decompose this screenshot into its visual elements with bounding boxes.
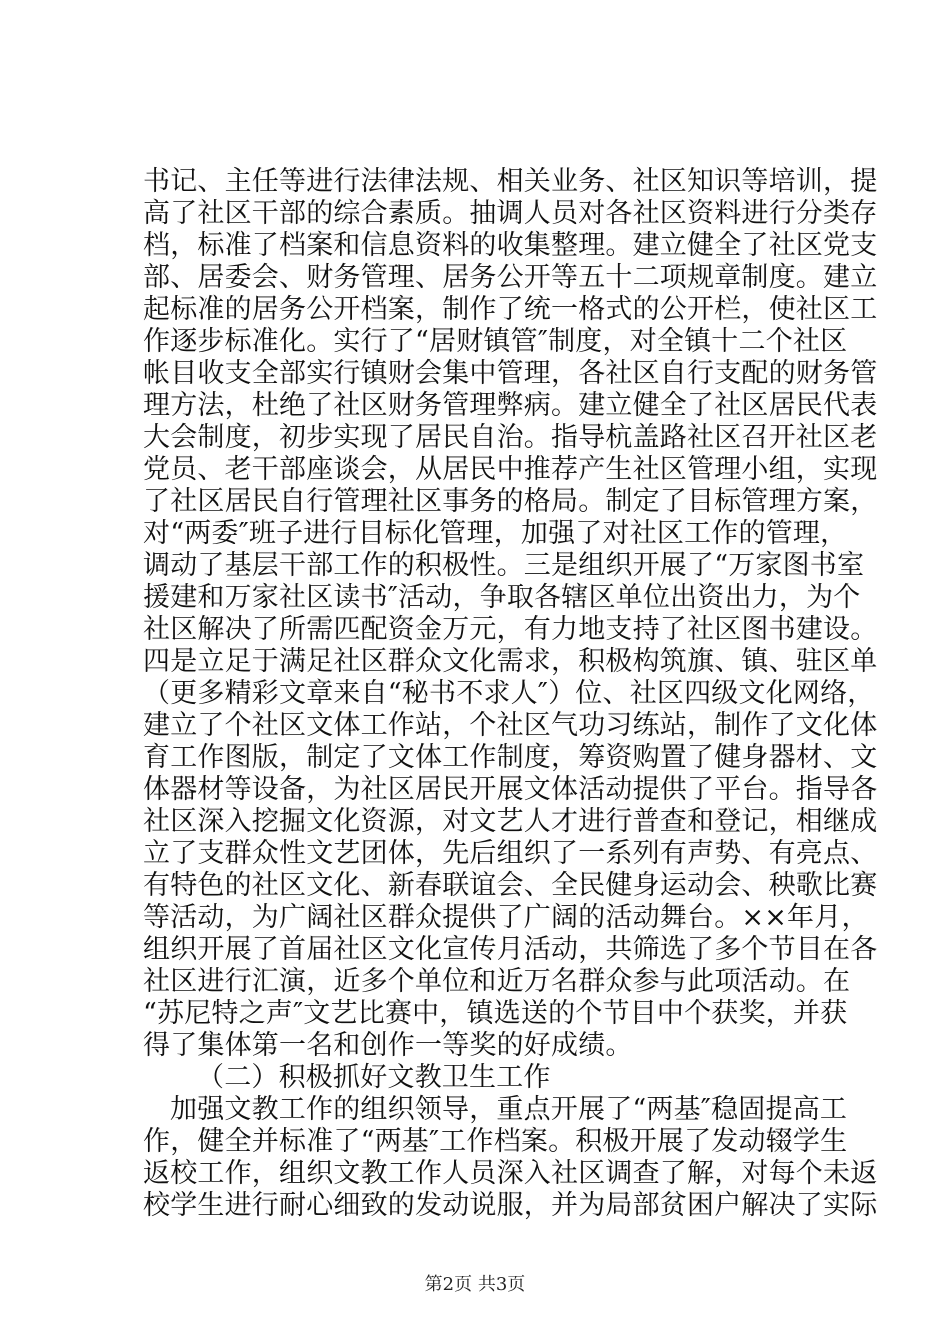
text-line: 校学生进行耐心细致的发动说服，并为局部贫困户解决了实际 (143, 1190, 878, 1221)
text-line: 对“两委″班子进行目标化管理，加强了对社区工作的管理， (143, 518, 848, 549)
text-line: 社区解决了所需匹配资金万元，有力地支持了社区图书建设。 (143, 614, 878, 645)
text-line: 四是立足于满足社区群众文化需求，积极构筑旗、镇、驻区单 (143, 646, 878, 677)
text-line: 党员、老干部座谈会，从居民中推荐产生社区管理小组，实现 (143, 454, 878, 485)
page-footer: 第2页 共3页 (424, 1274, 526, 1295)
text-line: 起标准的居务公开档案，制作了统一格式的公开栏，使社区工 (143, 294, 878, 325)
text-line: 社区进行汇演，近多个单位和近万名群众参与此项活动。在 (143, 966, 851, 997)
text-line: 档，标准了档案和信息资料的收集整理。建立健全了社区党支 (143, 230, 878, 261)
text-line: 援建和万家社区读书″活动，争取各辖区单位出资出力，为个 (143, 582, 861, 613)
text-line: 帐目收支全部实行镇财会集中管理，各社区自行支配的财务管 (143, 358, 878, 389)
text-line: 建立了个社区文体工作站，个社区气功习练站，制作了文化体 (143, 710, 878, 741)
text-line: 理方法，杜绝了社区财务管理弊病。建立健全了社区居民代表 (143, 390, 878, 421)
text-line: 加强文教工作的组织领导，重点开展了“两基″稳固提高工 (170, 1094, 848, 1125)
text-line: 作逐步标准化。实行了“居财镇管″制度，对全镇十二个社区 (143, 326, 848, 357)
text-line: 育工作图版，制定了文体工作制度，筹资购置了健身器材、文 (143, 742, 878, 773)
text-line: 体器材等设备，为社区居民开展文体活动提供了平台。指导各 (143, 774, 878, 805)
text-line: 高了社区干部的综合素质。抽调人员对各社区资料进行分类存 (143, 198, 878, 229)
text-line: 组织开展了首届社区文化宣传月活动，共筛选了多个节目在各 (143, 934, 878, 965)
text-line: 有特色的社区文化、新春联谊会、全民健身运动会、秧歌比赛 (143, 870, 878, 901)
text-line: 社区深入挖掘文化资源，对文艺人才进行普查和登记，相继成 (143, 806, 878, 837)
text-line: “苏尼特之声″文艺比赛中，镇选送的个节目中个获奖，并获 (143, 998, 848, 1029)
text-line: 返校工作，组织文教工作人员深入社区调查了解，对每个未返 (143, 1158, 878, 1189)
section-heading: （二）积极抓好文教卫生工作 (197, 1062, 551, 1093)
text-line: 作，健全并标准了“两基″工作档案。积极开展了发动辍学生 (143, 1126, 848, 1157)
text-line: 调动了基层干部工作的积极性。三是组织开展了“万家图书室 (143, 550, 865, 581)
text-line: 立了支群众性文艺团体，先后组织了一系列有声势、有亮点、 (143, 838, 878, 869)
text-line: 得了集体第一名和创作一等奖的好成绩。 (143, 1030, 633, 1061)
text-line: 等活动，为广阔社区群众提供了广阔的活动舞台。××年月， (143, 902, 869, 933)
text-line: 书记、主任等进行法律法规、相关业务、社区知识等培训，提 (143, 166, 878, 197)
text-line: 大会制度，初步实现了居民自治。指导杭盖路社区召开社区老 (143, 422, 878, 453)
text-line: 部、居委会、财务管理、居务公开等五十二项规章制度。建立 (143, 262, 878, 293)
body-text (143, 166, 878, 1222)
text-line: （更多精彩文章来自“秘书不求人″）位、社区四级文化网络， (143, 678, 875, 709)
text-line: 了社区居民自行管理社区事务的格局。制定了目标管理方案， (143, 486, 878, 517)
